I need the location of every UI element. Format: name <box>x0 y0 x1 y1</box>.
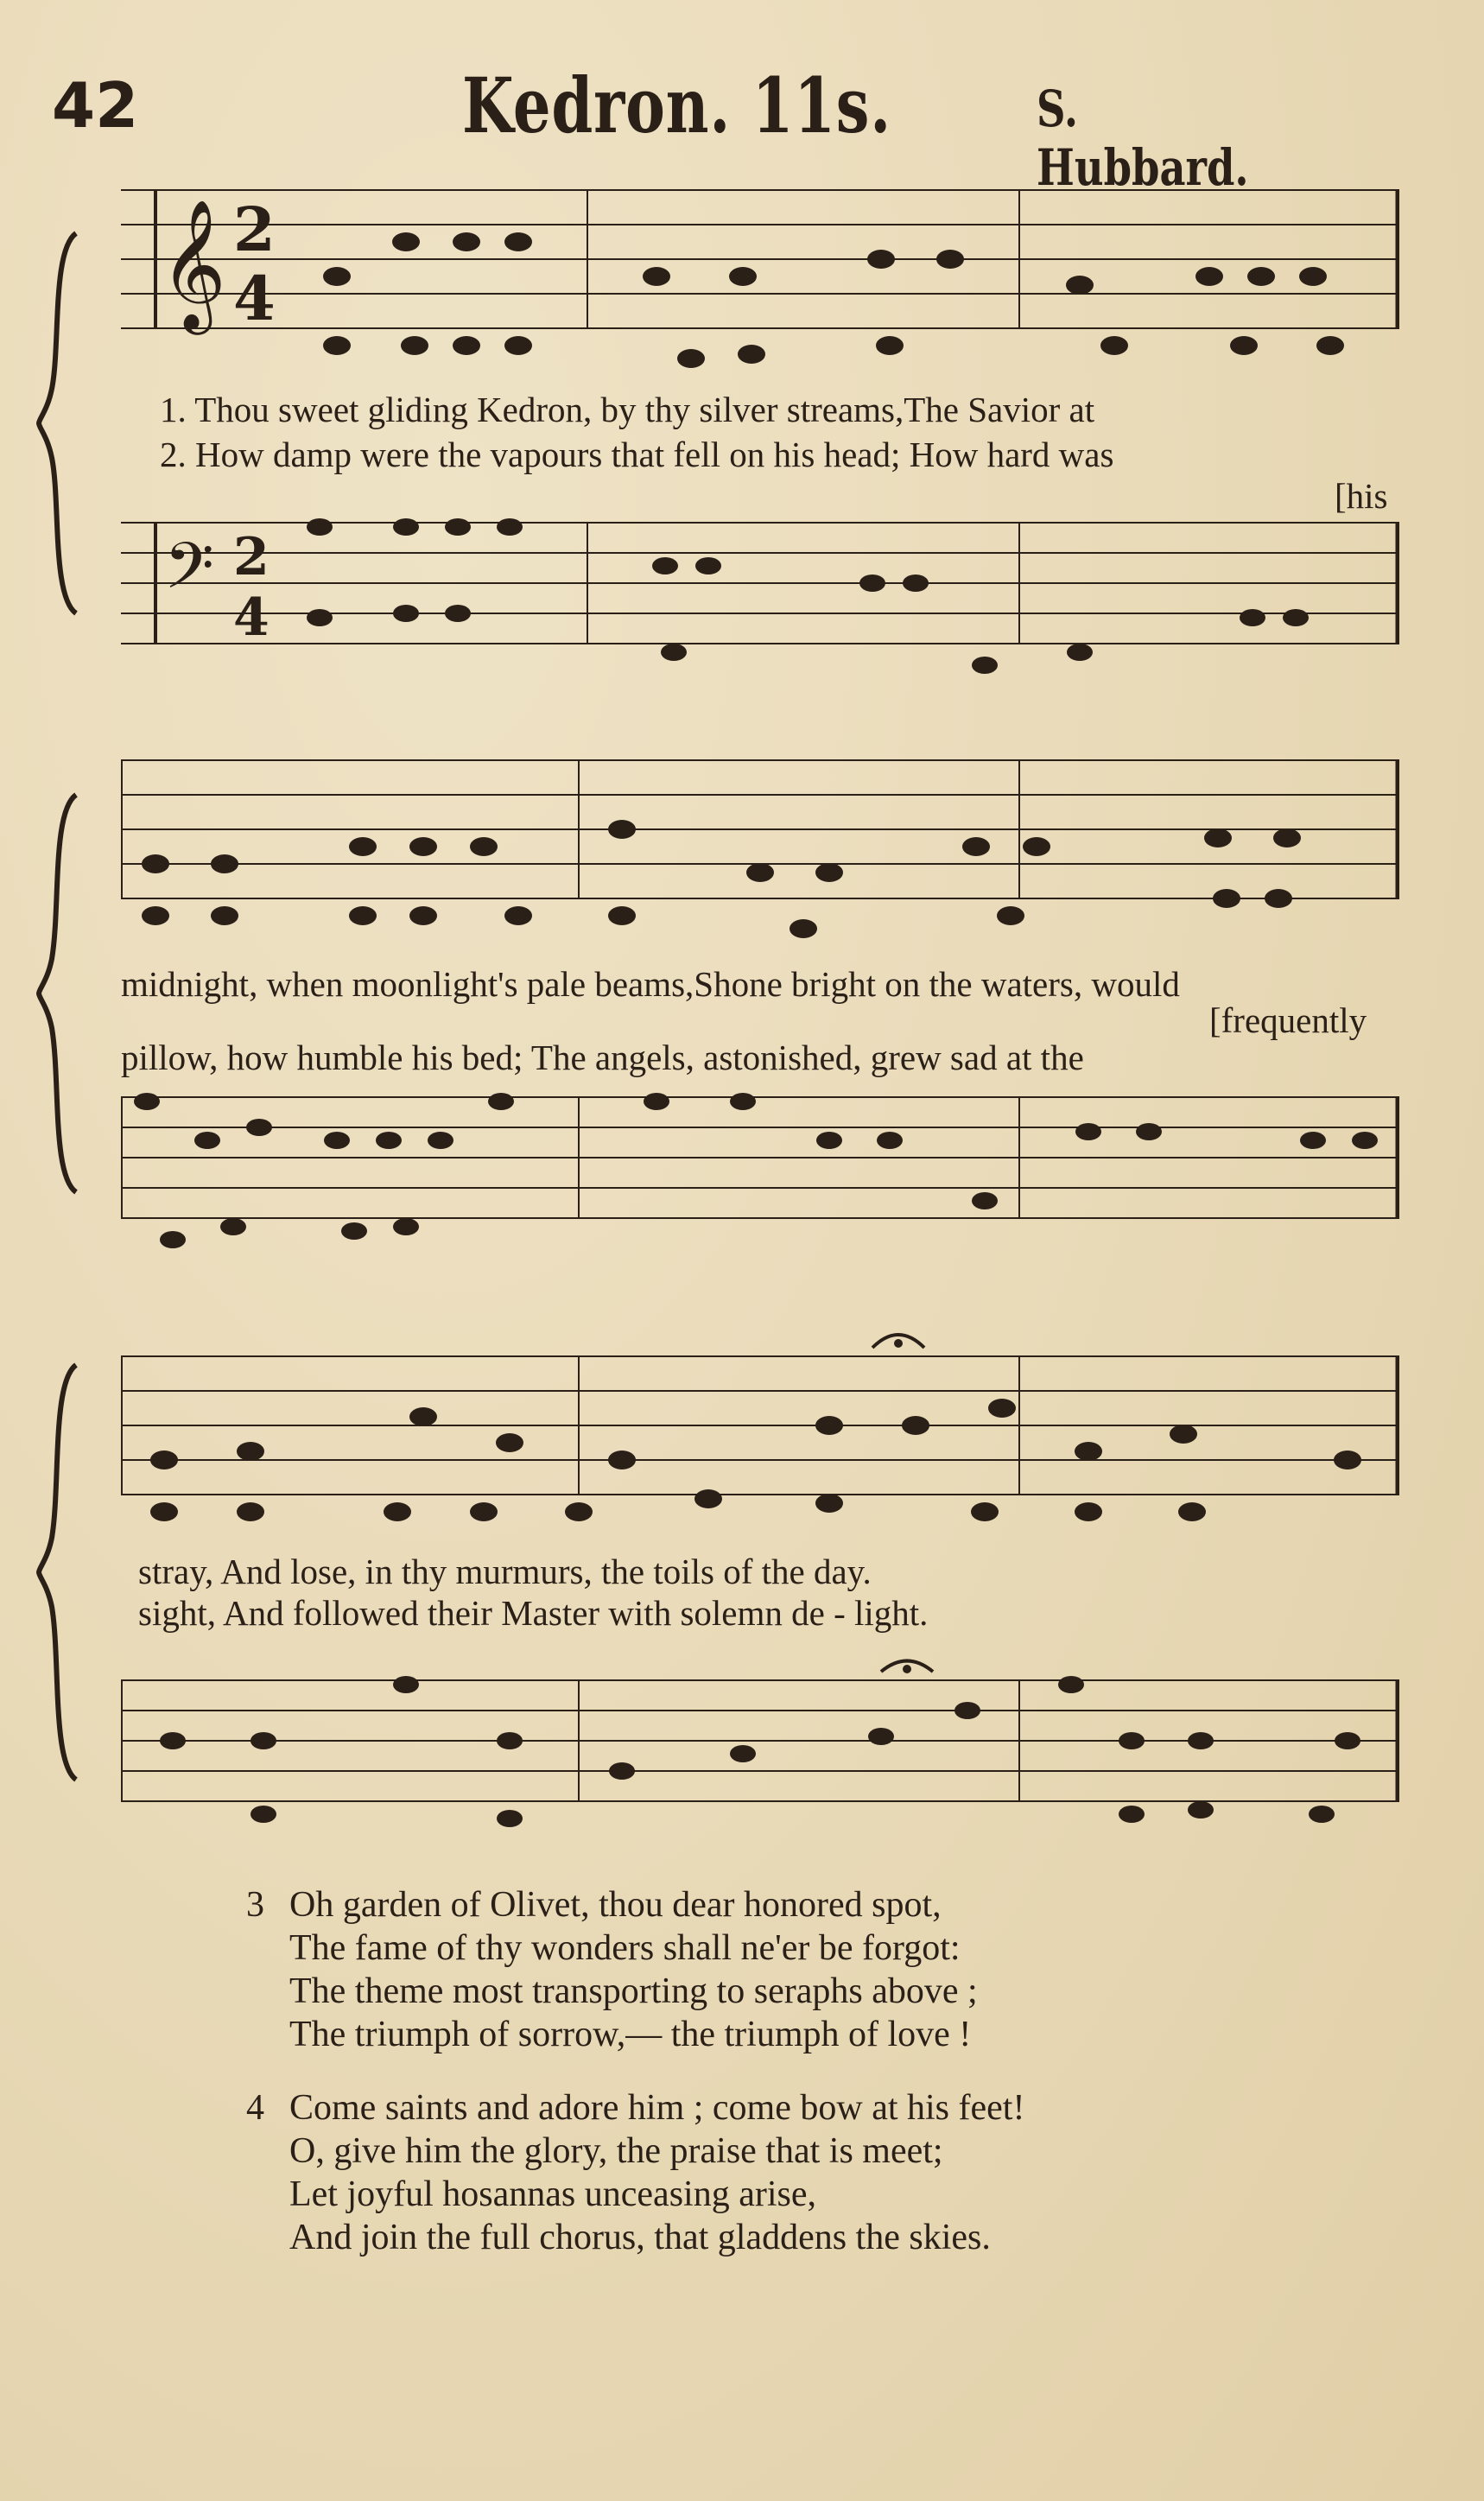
brace-icon <box>35 173 86 674</box>
lyric-line-2: sight, And followed their Master with solemn de - light. <box>138 1593 929 1633</box>
svg-text:𝄞: 𝄞 <box>160 198 226 329</box>
verse-line: The theme most transporting to seraphs above ; <box>289 1971 978 2011</box>
verse-3 <box>246 1883 1283 2056</box>
lyric-line-2: 2. How damp were the vapours that fell on his head; How hard was <box>160 435 1114 474</box>
verse-number: 4 <box>246 2088 264 2128</box>
svg-text:2: 2 <box>233 527 270 587</box>
brace-icon <box>35 1296 86 1849</box>
svg-text:4: 4 <box>233 263 276 334</box>
verse-line: Let joyful hosannas unceasing arise, <box>289 2174 816 2214</box>
verse-line: The fame of thy wonders shall ne'er be forgot: <box>289 1928 961 1968</box>
verse-lines <box>289 1883 978 2056</box>
music-system-3 <box>35 1296 1382 1849</box>
lyric-line-1: midnight, when moonlight's pale beams,Shone bright on the waters, would <box>121 964 1180 1004</box>
svg-text:2: 2 <box>233 194 276 265</box>
tune-title: Kedron. 11s. <box>462 60 891 150</box>
verse-line: Come saints and adore him ; come bow at his feet! <box>289 2088 1025 2128</box>
bass-staff <box>121 1641 1399 1831</box>
treble-staff <box>121 1304 1399 1529</box>
verse-line: The triumph of sorrow,— the triumph of love ! <box>289 2015 972 2054</box>
verse-line: Oh garden of Olivet, thou dear honored spot, <box>289 1885 942 1925</box>
page-number: 42 <box>52 69 139 142</box>
brace-icon <box>35 734 86 1253</box>
verse-4 <box>246 2086 1326 2259</box>
music-system-2 <box>35 734 1382 1253</box>
treble-staff <box>121 173 1399 371</box>
lyric-carryover: [his <box>1335 476 1388 516</box>
verse-number: 3 <box>246 1885 264 1925</box>
music-system-1 <box>35 173 1388 674</box>
lyric-carryover: [frequently <box>1209 1000 1367 1040</box>
composer-name: S. Hubbard. <box>1037 79 1249 197</box>
svg-text:𝄢: 𝄢 <box>164 529 214 619</box>
bass-staff <box>121 1089 1399 1261</box>
bass-staff <box>121 514 1399 687</box>
lyric-line-2: pillow, how humble his bed; The angels, astonished, grew sad at the <box>121 1038 1084 1077</box>
svg-text:4: 4 <box>233 587 270 648</box>
treble-staff <box>121 743 1399 942</box>
page-header <box>52 60 1287 197</box>
verse-lines <box>289 2086 1024 2259</box>
verse-line: O, give him the glory, the praise that is meet; <box>289 2131 943 2171</box>
lyric-line-1: 1. Thou sweet gliding Kedron, by thy silver streams,The Savior at <box>160 390 1095 429</box>
verse-line: And join the full chorus, that gladdens the skies. <box>289 2218 991 2257</box>
lyric-line-1: stray, And lose, in thy murmurs, the toils of the day. <box>138 1552 872 1591</box>
